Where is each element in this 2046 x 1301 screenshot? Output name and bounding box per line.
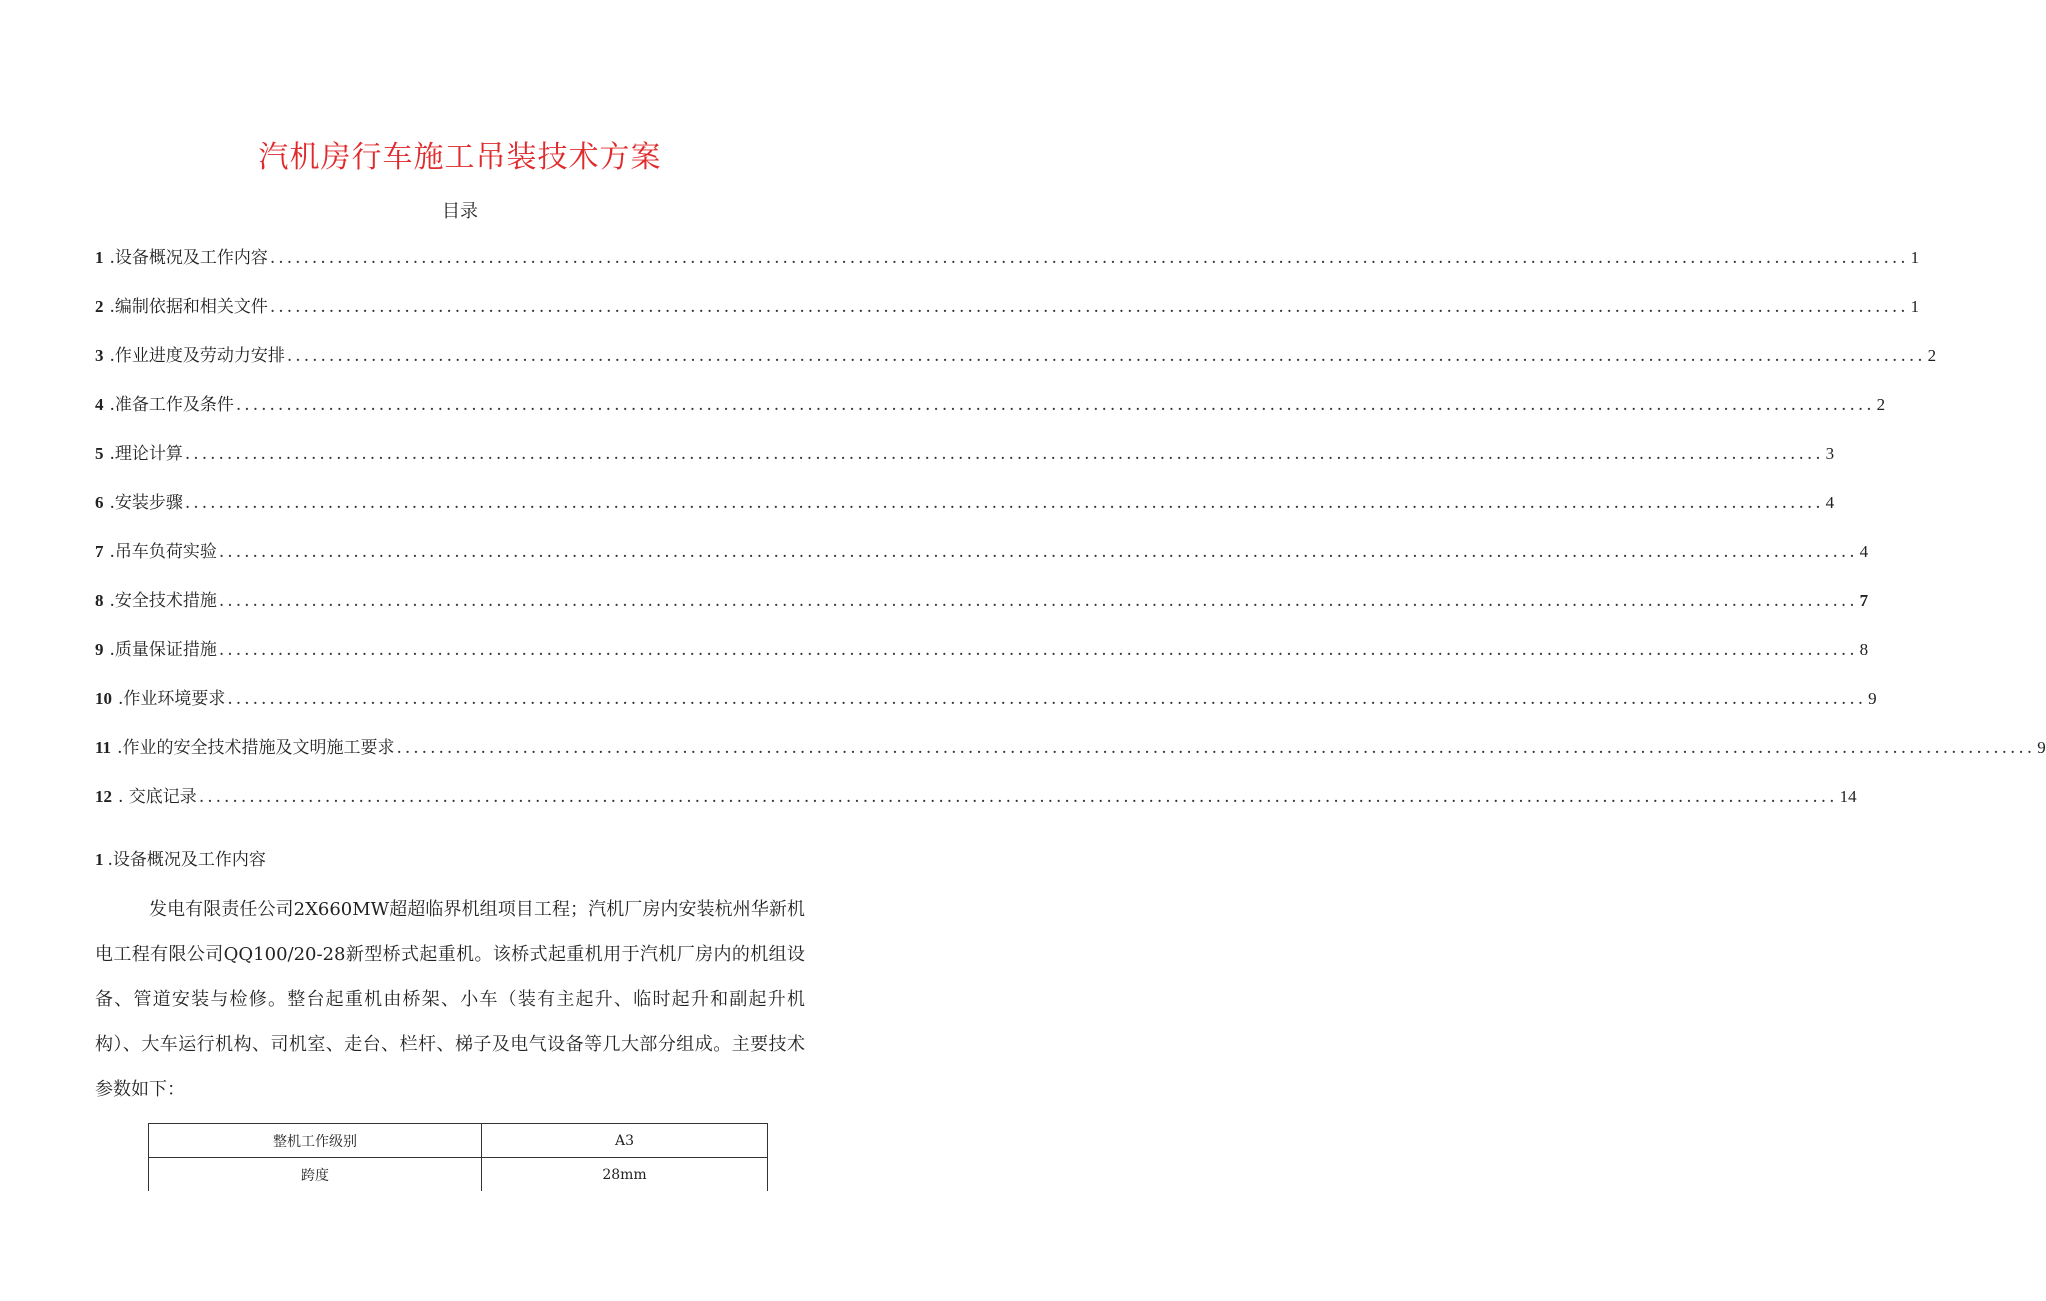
toc-entry[interactable] xyxy=(95,734,2046,783)
toc-leader-dots: ................................................................................................................................................................................................... xyxy=(269,297,1909,317)
toc-entry-title: . 交底记录 xyxy=(118,787,197,807)
toc-entry[interactable] xyxy=(95,783,1857,832)
body-paragraph: 发电有限责任公司2X660MW超超临界机组项目工程；汽机厂房内安装杭州华新机电工程有限公司QQ100/20-28新型桥式起重机。该桥式起重机用于汽机厂房内的机组设备、管道安装与检修。整台起重机由桥架、小车（装有主起升、临时起升和副起升机构）、大车运行机构、司机室、走台、栏杆、梯子及电气设备等几大部分组成。主要技术参数如下： xyxy=(95,899,805,1100)
table-row xyxy=(149,1158,768,1192)
toc-entry-page: 4 xyxy=(1859,542,1869,561)
toc-entry-title: .质量保证措施 xyxy=(109,640,217,660)
toc-heading: 目录 xyxy=(442,201,478,222)
toc-leader-dots: ................................................................................................................................................................................................... xyxy=(198,787,1838,807)
table-cell-key: 跨度 xyxy=(149,1158,482,1192)
toc-entry-number: 4 xyxy=(95,395,104,414)
toc-entry[interactable] xyxy=(95,538,1869,587)
toc-entry[interactable] xyxy=(95,342,1937,391)
table-cell-value: 28mm xyxy=(482,1158,768,1192)
toc-entry-page: 9 xyxy=(2037,738,2046,757)
table-cell-value: A3 xyxy=(482,1124,768,1158)
toc-leader-dots: ................................................................................................................................................................................................... xyxy=(227,689,1867,709)
toc-leader-dots: ................................................................................................................................................................................................... xyxy=(218,591,1858,611)
toc-entry-page: 9 xyxy=(1868,689,1877,708)
section-title: .设备概况及工作内容 xyxy=(107,850,266,870)
toc-entry-title: .作业进度及劳动力安排 xyxy=(109,346,285,366)
toc-leader-dots: ................................................................................................................................................................................................... xyxy=(218,542,1858,562)
toc-entry[interactable] xyxy=(95,391,1886,440)
toc-leader-dots: ................................................................................................................................................................................................... xyxy=(184,493,1824,513)
toc-entry-number: 12 xyxy=(95,787,112,806)
toc-entry-number: 7 xyxy=(95,542,104,561)
toc-entry-page: 7 xyxy=(1859,591,1869,610)
table-row xyxy=(149,1124,768,1158)
toc-leader-dots: ................................................................................................................................................................................................... xyxy=(218,640,1858,660)
toc-entry-number: 2 xyxy=(95,297,104,316)
toc-entry[interactable] xyxy=(95,244,1920,293)
toc-entry-page: 2 xyxy=(1927,346,1937,365)
toc-entry-number: 6 xyxy=(95,493,104,512)
toc-leader-dots: ................................................................................................................................................................................................... xyxy=(396,738,2036,758)
toc-entry-number: 5 xyxy=(95,444,104,463)
toc-entry-number: 11 xyxy=(95,738,112,757)
toc-entry[interactable] xyxy=(95,293,1920,342)
toc-leader-dots: ................................................................................................................................................................................................... xyxy=(184,444,1824,464)
toc-entry-number: 8 xyxy=(95,591,104,610)
toc-entry-title: .作业环境要求 xyxy=(118,689,226,709)
document-title: 汽机房行车施工吊装技术方案 xyxy=(258,140,662,175)
toc-entry-page: 3 xyxy=(1825,444,1835,463)
toc-entry-number: 3 xyxy=(95,346,104,365)
table-cell-key: 整机工作级别 xyxy=(149,1124,482,1158)
toc-entry-title: .安全技术措施 xyxy=(109,591,217,611)
toc-entry-title: .设备概况及工作内容 xyxy=(109,248,268,268)
toc-entry[interactable] xyxy=(95,587,1869,636)
toc-leader-dots: ................................................................................................................................................................................................... xyxy=(269,248,1909,268)
parameters-table xyxy=(148,1123,768,1191)
toc-entry-title: .作业的安全技术措施及文明施工要求 xyxy=(117,738,395,758)
toc-entry-number: 1 xyxy=(95,248,104,267)
toc-entry-page: 4 xyxy=(1825,493,1835,512)
toc-entry-page: 1 xyxy=(1910,297,1920,316)
toc-entry[interactable] xyxy=(95,440,1835,489)
toc-leader-dots: ................................................................................................................................................................................................... xyxy=(286,346,1926,366)
toc-leader-dots: ................................................................................................................................................................................................... xyxy=(235,395,1875,415)
toc-entry-page: 8 xyxy=(1859,640,1869,659)
table-of-contents xyxy=(95,244,2046,832)
toc-entry-title: .吊车负荷实验 xyxy=(109,542,217,562)
toc-entry-number: 9 xyxy=(95,640,104,659)
toc-entry-title: .理论计算 xyxy=(109,444,183,464)
toc-entry[interactable] xyxy=(95,489,1835,538)
toc-entry-page: 2 xyxy=(1876,395,1886,414)
section-number: 1 xyxy=(95,850,104,869)
toc-entry-page: 14 xyxy=(1839,787,1857,806)
section-heading xyxy=(95,846,266,874)
toc-entry-title: .编制依据和相关文件 xyxy=(109,297,268,317)
toc-entry[interactable] xyxy=(95,636,1869,685)
toc-entry-title: .安装步骤 xyxy=(109,493,183,513)
toc-entry-title: .准备工作及条件 xyxy=(109,395,234,415)
toc-entry-page: 1 xyxy=(1910,248,1920,267)
toc-entry[interactable] xyxy=(95,685,1877,734)
toc-entry-number: 10 xyxy=(95,689,112,708)
